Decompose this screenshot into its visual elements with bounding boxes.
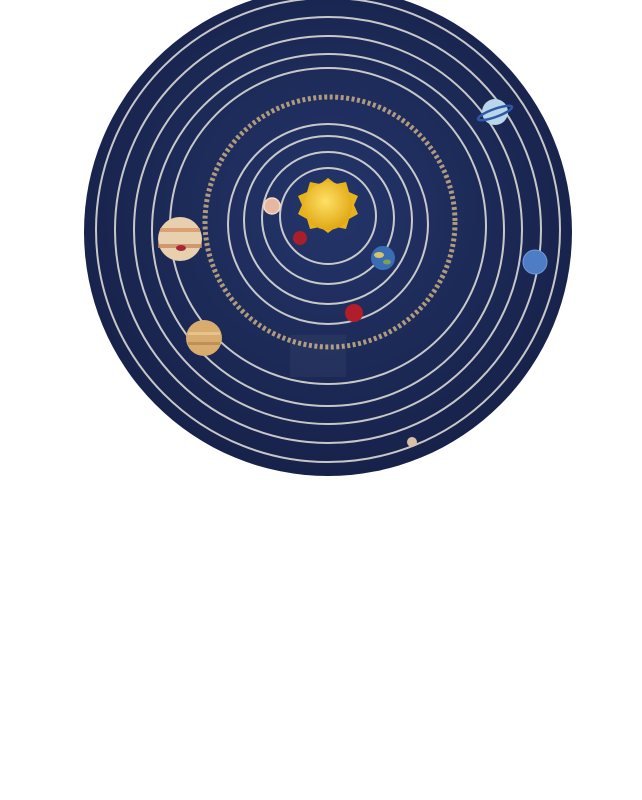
page-footer	[22, 768, 36, 779]
mercury-planet	[264, 198, 280, 214]
pluto-planet	[407, 437, 417, 447]
jupiter-planet	[158, 217, 202, 261]
mars-planet	[345, 304, 363, 322]
neptune-planet	[523, 250, 547, 274]
saturn-planet	[186, 320, 222, 356]
earth-planet	[371, 246, 395, 270]
watermark-mark	[290, 335, 346, 377]
blanket-disc	[84, 0, 572, 476]
venus-planet	[293, 231, 307, 245]
